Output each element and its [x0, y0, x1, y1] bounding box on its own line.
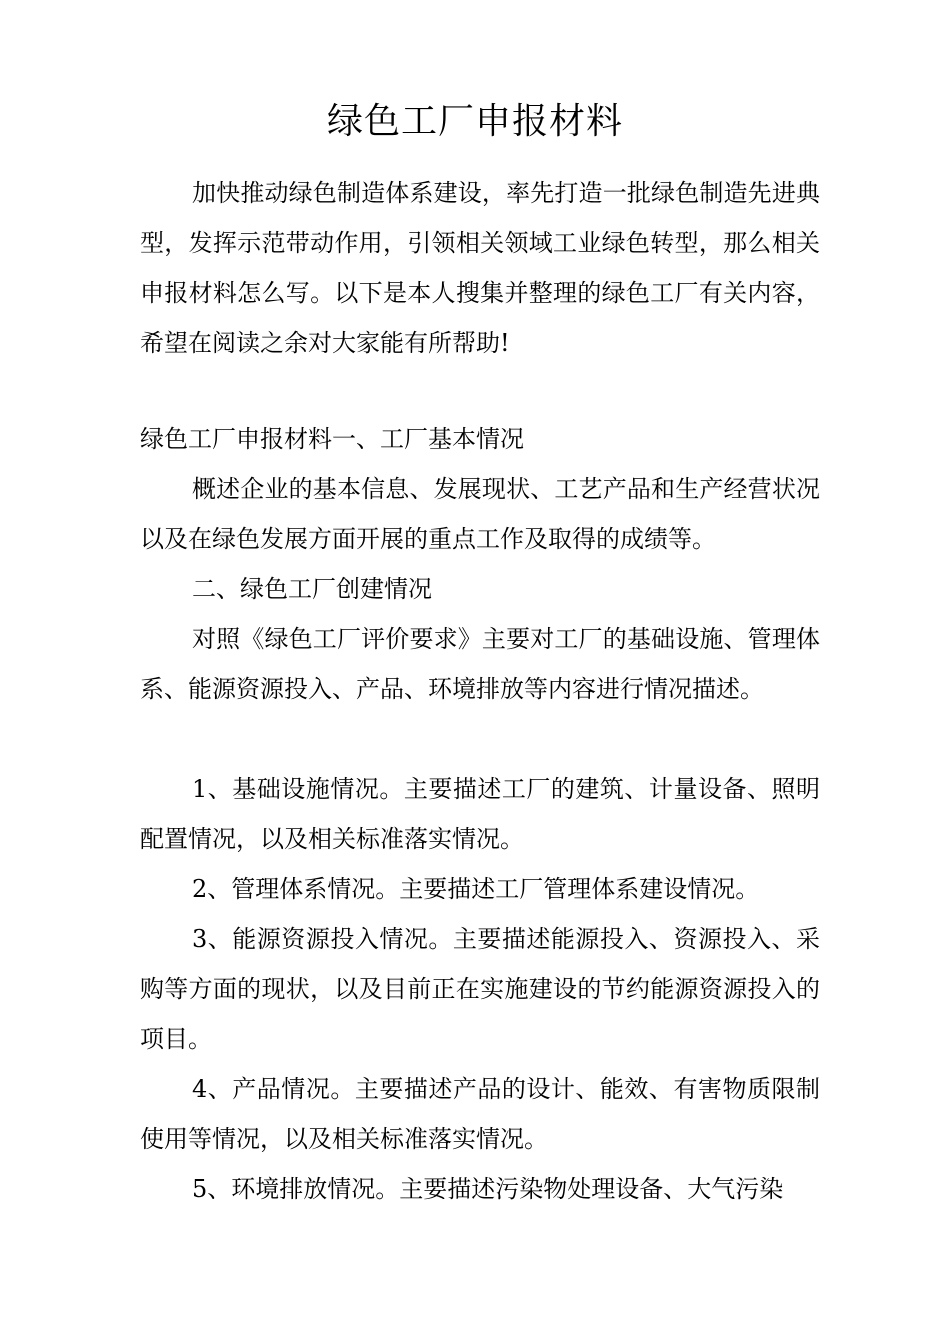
section2-description: 对照《绿色工厂评价要求》主要对工厂的基础设施、管理体系、能源资源投入、产品、环境排放等内容进行情况描述。: [140, 625, 820, 703]
section1-description: 概述企业的基本信息、发展现状、工艺产品和生产经营状况以及在绿色发展方面开展的重点工作及取得的成绩等。: [140, 475, 820, 553]
list-item-management: 2、管理体系情况。主要描述工厂管理体系建设情况。: [192, 875, 760, 903]
list-item-energy-resources: 3、能源资源投入情况。主要描述能源投入、资源投入、采购等方面的现状，以及目前正在实施建设的节约能源资源投入的项目。: [140, 925, 820, 1053]
intro-paragraph: 加快推动绿色制造体系建设，率先打造一批绿色制造先进典型，发挥示范带动作用，引领相关领域工业绿色转型，那么相关申报材料怎么写。以下是本人搜集并整理的绿色工厂有关内容，希望在阅读之余对大家能有所帮助!: [140, 179, 820, 357]
list-item-products: 4、产品情况。主要描述产品的设计、能效、有害物质限制使用等情况，以及相关标准落实情况。: [140, 1075, 820, 1153]
section1-heading: 绿色工厂申报材料一、工厂基本情况: [140, 425, 524, 453]
document-title: 绿色工厂申报材料: [326, 101, 623, 142]
list-item-infrastructure: 1、基础设施情况。主要描述工厂的建筑、计量设备、照明配置情况，以及相关标准落实情况。: [140, 775, 820, 853]
section2-heading: 二、绿色工厂创建情况: [192, 575, 432, 603]
list-item-emissions: 5、环境排放情况。主要描述污染物处理设备、大气污染: [192, 1175, 784, 1203]
